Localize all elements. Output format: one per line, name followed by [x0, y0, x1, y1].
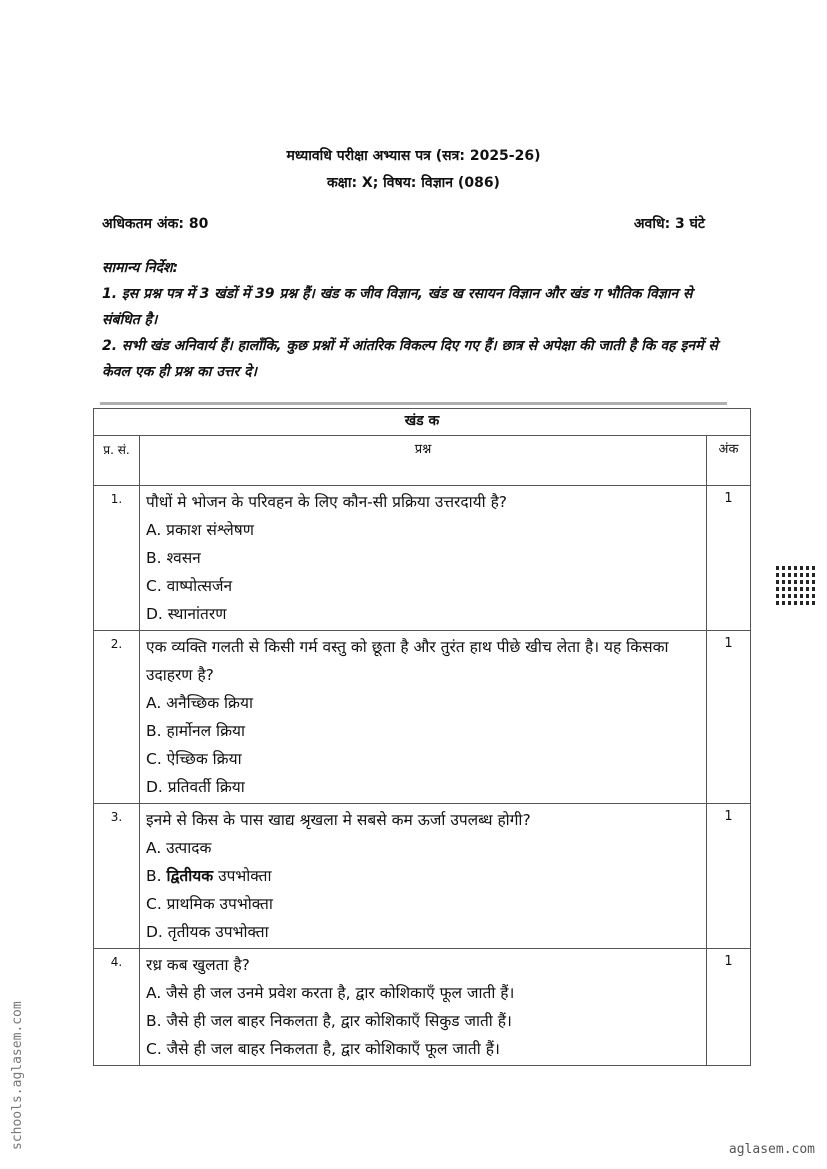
max-marks: अधिकतम अंक: 80: [102, 216, 209, 232]
paper-subtitle: कक्षा: X; विषय: विज्ञान (086): [327, 175, 500, 191]
question-text: इनमे से किस के पास खाद्य श्रृखला मे सबसे कम ऊर्जा उपलब्ध होगी?: [146, 811, 531, 829]
option: B. श्वसन: [146, 549, 201, 567]
question-number: 2.: [94, 631, 140, 804]
option: A. उत्पादक: [146, 839, 212, 857]
option: C. ऐच्छिक क्रिया: [146, 750, 242, 768]
option: B. जैसे ही जल बाहर निकलता है, द्वार कोशिकाएँ सिकुड जाती हैं।: [146, 1012, 512, 1030]
question-text: पौधों मे भोजन के परिवहन के लिए कौन-सी प्रक्रिया उत्तरदायी है?: [146, 493, 508, 511]
option: D. स्थानांतरण: [146, 605, 227, 623]
question-number: 3.: [94, 804, 140, 949]
question-row: [94, 486, 751, 631]
question-text: एक व्यक्ति गलती से किसी गर्म वस्तु को छूता है और तुरंत हाथ पीछे खीच लेता है। यह किसका उदाहरण है?: [146, 638, 669, 684]
divider: [100, 402, 727, 405]
question-cell: [140, 631, 707, 804]
option: B. द्वितीयक उपभोक्ता: [146, 867, 272, 885]
option: C. जैसे ही जल बाहर निकलता है, द्वार कोशिकाएँ फूल जाती हैं।: [146, 1040, 500, 1058]
bottom-watermark: aglasem.com: [728, 1142, 815, 1157]
question-row: [94, 804, 751, 949]
marks: 1: [707, 631, 751, 804]
option: B. हार्मोनल क्रिया: [146, 722, 245, 740]
option: D. तृतीयक उपभोक्ता: [146, 923, 269, 941]
question-cell: [140, 949, 707, 1066]
question-number: 1.: [94, 486, 140, 631]
marks: 1: [707, 949, 751, 1066]
option: A. प्रकाश संश्लेषण: [146, 521, 254, 539]
paper-title: मध्यावधि परीक्षा अभ्यास पत्र (सत्र: 2025-26): [286, 148, 541, 164]
instruction-item: 2. सभी खंड अनिवार्य हैं। हालाँकि, कुछ प्रश्नों में आंतरिक विकल्प दिए गए हैं। छात्र से अपेक्षा की जाती है कि वह इनमें से केवल एक ही प्रश्न का उत्तर दे।: [102, 338, 718, 380]
duration: अवधि: 3 घंटे: [633, 216, 705, 232]
option: C. प्राथमिक उपभोक्ता: [146, 895, 273, 913]
question-number: 4.: [94, 949, 140, 1066]
marks: 1: [707, 486, 751, 631]
option: D. प्रतिवर्ती क्रिया: [146, 778, 245, 796]
option: C. वाष्पोत्सर्जन: [146, 577, 233, 595]
marks: 1: [707, 804, 751, 949]
question-row: [94, 949, 751, 1066]
instructions-heading: सामान्य निर्देश:: [102, 260, 179, 276]
instruction-item: 1. इस प्रश्न पत्र में 3 खंडों में 39 प्रश्न हैं। खंड क जीव विज्ञान, खंड ख रसायन विज्ञान और खंड ग भौतिक विज्ञान से संबंधित है।: [102, 286, 693, 328]
section-heading: खंड क: [94, 409, 751, 436]
side-watermark: schools.aglasem.com: [10, 1001, 25, 1150]
question-cell: [140, 486, 707, 631]
option: A. जैसे ही जल उनमे प्रवेश करता है, द्वार कोशिकाएँ फूल जाती हैं।: [146, 984, 515, 1002]
question-text: रध्र कब खुलता है?: [146, 956, 250, 974]
col-num-header: प्र. सं.: [94, 436, 140, 486]
question-cell: [140, 804, 707, 949]
instructions: [102, 255, 722, 385]
option: A. अनैच्छिक क्रिया: [146, 694, 253, 712]
questions-table: [93, 408, 751, 1066]
col-question-header: प्रश्न: [140, 436, 707, 486]
question-row: [94, 631, 751, 804]
qr-code: [776, 565, 816, 605]
col-marks-header: अंक: [707, 436, 751, 486]
